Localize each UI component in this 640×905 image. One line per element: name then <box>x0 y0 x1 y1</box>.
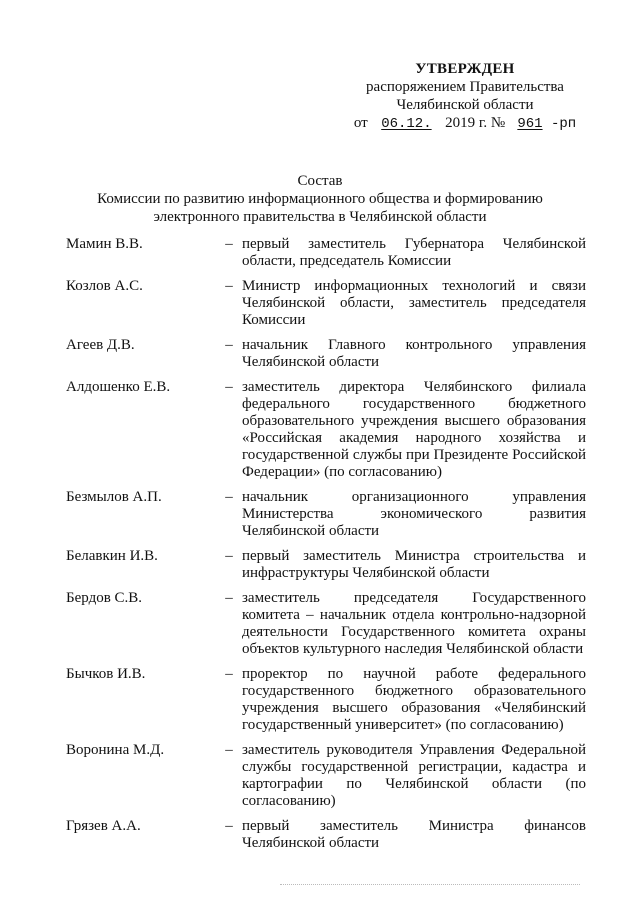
document-title <box>60 172 580 226</box>
members-list <box>66 236 596 860</box>
title-line-3: электронного правительства в Челябинской области <box>153 209 487 225</box>
member-dash: – <box>225 548 233 564</box>
member-position: заместитель руководителя Управления Федеральной службы государственной регистрации, кадастра и картографии по Челябинской области (по согласованию) <box>242 742 586 809</box>
member-position: заместитель председателя Государственного комитета – начальник отдела контрольно-надзорной деятельности Государственного комитета охраны объектов культурного наследия Челябинской области <box>242 590 586 657</box>
member-position: первый заместитель Министра финансов Челябинской области <box>242 818 586 851</box>
member-position: Министр информационных технологий и связи Челябинской области, заместитель председателя Комиссии <box>242 278 586 328</box>
title-line-1: Состав <box>297 173 343 189</box>
member-dash: – <box>225 742 233 758</box>
member-name: Грязев А.А. <box>66 818 141 834</box>
scan-artifact-line <box>280 884 580 887</box>
member-position: первый заместитель Губернатора Челябинской области, председатель Комиссии <box>242 236 586 269</box>
member-name: Козлов А.С. <box>66 278 143 294</box>
member-name: Безмылов А.П. <box>66 489 162 505</box>
member-name: Белавкин И.В. <box>66 548 158 564</box>
member-row <box>66 337 596 371</box>
member-row <box>66 590 596 658</box>
member-row <box>66 742 596 810</box>
member-name: Мамин В.В. <box>66 236 143 252</box>
member-row <box>66 818 596 852</box>
number-suffix: -рп <box>550 116 577 132</box>
approval-heading: УТВЕРЖДЕН <box>415 61 515 77</box>
member-name: Бердов С.В. <box>66 590 143 606</box>
member-row <box>66 278 596 329</box>
approval-line-1: распоряжением Правительства <box>366 79 564 95</box>
member-row <box>66 489 596 540</box>
date-prefix: от <box>353 115 368 131</box>
member-name: Воронина М.Д. <box>66 742 165 758</box>
member-dash: – <box>225 236 233 252</box>
approval-block <box>340 60 590 133</box>
member-dash: – <box>225 278 233 294</box>
year-text: 2019 г. № <box>445 115 506 131</box>
member-position: заместитель директора Челябинского филиала федерального государственного бюджетного образовательного учреждения высшего образования «Российская академия народного хозяйства и государственной службы при Президенте Российской Федерации» (по согласованию) <box>242 379 586 480</box>
member-dash: – <box>225 489 233 505</box>
member-dash: – <box>225 818 233 834</box>
member-row <box>66 666 596 734</box>
member-dash: – <box>225 379 233 395</box>
date-value: 06.12. <box>381 116 432 132</box>
title-line-2: Комиссии по развитию информационного общества и формированию <box>97 191 543 207</box>
member-row <box>66 236 596 270</box>
member-dash: – <box>225 590 233 606</box>
member-dash: – <box>225 337 233 353</box>
member-row <box>66 548 596 582</box>
member-row <box>66 379 596 481</box>
member-position: начальник организационного управления Министерства экономического развития Челябинской области <box>242 489 586 539</box>
number-value: 961 <box>517 116 543 132</box>
member-position: проректор по научной работе федерального государственного бюджетного образовательного учреждения высшего образования «Челябинский государственный университет» (по согласованию) <box>242 666 586 733</box>
member-name: Агеев Д.В. <box>66 337 135 353</box>
approval-date-line <box>340 114 590 133</box>
member-dash: – <box>225 666 233 682</box>
member-name: Алдошенко Е.В. <box>66 379 171 395</box>
approval-line-2: Челябинской области <box>396 97 534 113</box>
member-name: Бычков И.В. <box>66 666 146 682</box>
member-position: начальник Главного контрольного управления Челябинской области <box>242 337 586 370</box>
member-position: первый заместитель Министра строительства и инфраструктуры Челябинской области <box>242 548 586 581</box>
